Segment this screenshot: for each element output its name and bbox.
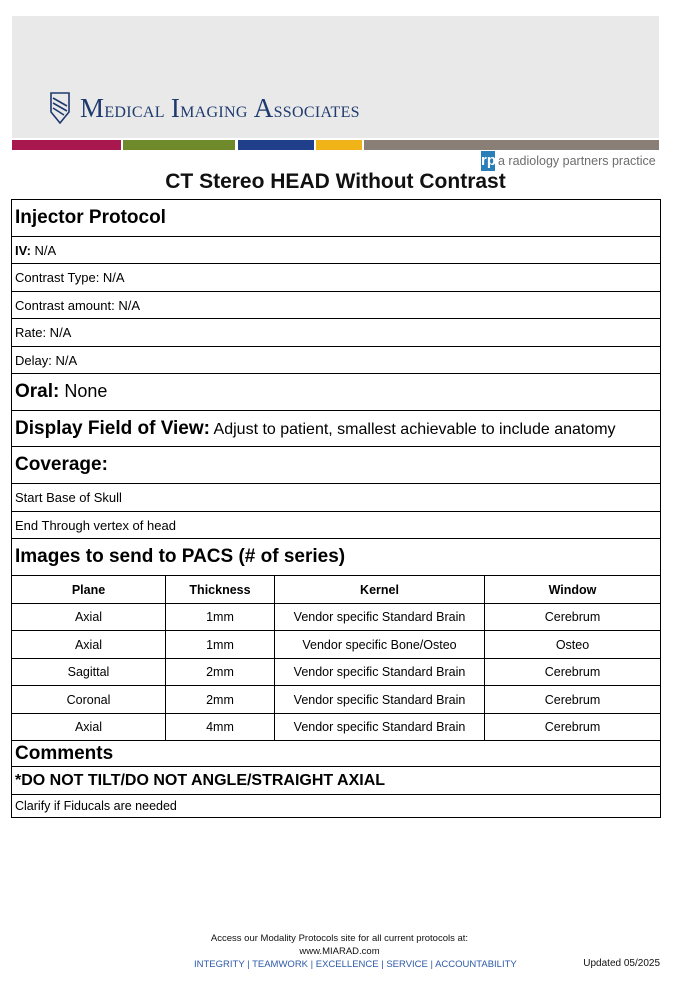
rp-logo-icon: rp xyxy=(481,152,496,169)
contrast-amount-row: Contrast amount: N/A xyxy=(12,292,661,319)
comment-no-tilt: *DO NOT TILT/DO NOT ANGLE/STRAIGHT AXIAL xyxy=(12,767,661,795)
coverage-heading: Coverage: xyxy=(12,447,661,484)
footer-website-link[interactable]: www.MIARAD.com xyxy=(299,946,380,957)
footer-values: INTEGRITY | TEAMWORK | EXCELLENCE | SERVICE | ACCOUNTABILITY xyxy=(194,959,517,970)
series-row xyxy=(12,686,661,714)
contrast-type-row: Contrast Type: N/A xyxy=(12,264,661,292)
updated-date: Updated 05/2025 xyxy=(583,958,660,969)
color-bar-blue xyxy=(238,140,314,150)
comment-fiducials: Clarify if Fiducals are needed xyxy=(12,795,661,818)
series-thickness: 2mm xyxy=(166,686,275,714)
series-thickness: 4mm xyxy=(166,714,275,741)
display-fov-row: Display Field of View: Adjust to patient, smallest achievable to include anatomy xyxy=(12,411,661,447)
series-plane: Sagittal xyxy=(12,659,166,686)
series-window: Cerebrum xyxy=(485,686,661,714)
rp-tagline: a radiology partners practice xyxy=(498,154,656,168)
brand-logo xyxy=(50,92,360,124)
series-thickness: 1mm xyxy=(166,604,275,631)
series-window: Cerebrum xyxy=(485,659,661,686)
series-kernel: Vendor specific Standard Brain xyxy=(275,714,485,741)
series-thickness: 2mm xyxy=(166,659,275,686)
delay-row: Delay: N/A xyxy=(12,347,661,374)
series-kernel: Vendor specific Bone/Osteo xyxy=(275,631,485,659)
series-thickness: 1mm xyxy=(166,631,275,659)
images-to-pacs-heading: Images to send to PACS (# of series) xyxy=(12,539,661,576)
color-bar-green xyxy=(123,140,235,150)
column-header-plane: Plane xyxy=(12,576,166,604)
series-plane: Axial xyxy=(12,714,166,741)
series-plane: Coronal xyxy=(12,686,166,714)
rate-row: Rate: N/A xyxy=(12,319,661,347)
series-window: Cerebrum xyxy=(485,714,661,741)
color-bar-maroon xyxy=(12,140,121,150)
series-kernel: Vendor specific Standard Brain xyxy=(275,604,485,631)
series-plane: Axial xyxy=(12,604,166,631)
series-row xyxy=(12,714,661,741)
series-row xyxy=(12,631,661,659)
series-kernel: Vendor specific Standard Brain xyxy=(275,659,485,686)
comments-heading: Comments xyxy=(12,741,661,767)
protocol-table xyxy=(11,199,661,818)
shield-logo-icon xyxy=(50,92,70,124)
series-window: Cerebrum xyxy=(485,604,661,631)
color-bar-gold xyxy=(316,140,362,150)
iv-row: IV: N/A xyxy=(12,237,661,264)
series-header-row xyxy=(12,576,661,604)
column-header-kernel: Kernel xyxy=(275,576,485,604)
series-row xyxy=(12,659,661,686)
column-header-thickness: Thickness xyxy=(166,576,275,604)
series-row xyxy=(12,604,661,631)
injector-protocol-heading: Injector Protocol xyxy=(12,200,661,237)
document-title: CT Stereo HEAD Without Contrast xyxy=(165,170,506,193)
series-window: Osteo xyxy=(485,631,661,659)
oral-row: Oral: None xyxy=(12,374,661,411)
series-plane: Axial xyxy=(12,631,166,659)
series-kernel: Vendor specific Standard Brain xyxy=(275,686,485,714)
column-header-window: Window xyxy=(485,576,661,604)
radiology-partners-badge xyxy=(481,151,656,171)
footer-access-text: Access our Modality Protocols site for all current protocols at: xyxy=(210,933,469,944)
coverage-start-row: Start Base of Skull xyxy=(12,484,661,512)
color-bar-taupe xyxy=(364,140,659,150)
brand-name: Medical Imaging Associates xyxy=(80,92,360,123)
coverage-end-row: End Through vertex of head xyxy=(12,512,661,539)
